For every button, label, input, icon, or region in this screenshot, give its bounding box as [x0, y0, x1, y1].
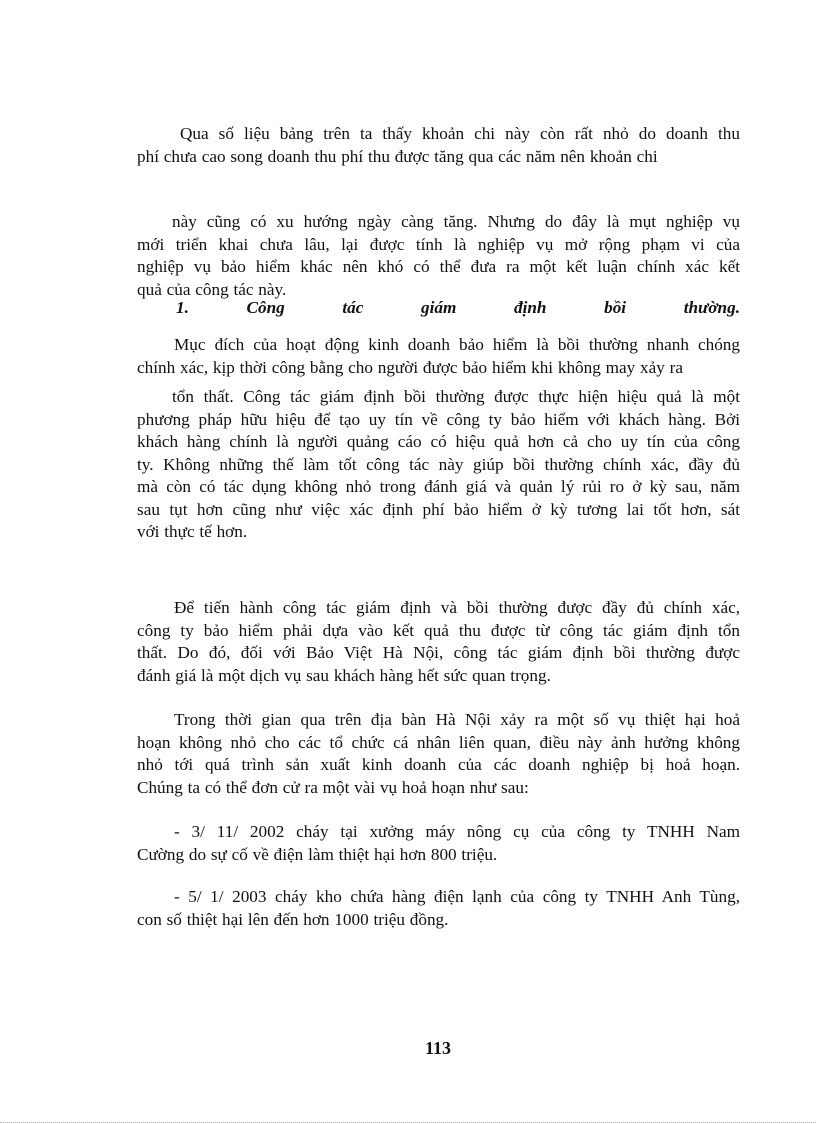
- paragraph-7-line-2: Cường do sự cố về điện làm thiệt hại hơn 800 triệu.: [137, 844, 498, 864]
- paragraph-5-line-2: công ty bảo hiểm phải dựa vào kết quả thu được từ công tác giám định tổn: [137, 620, 740, 640]
- paragraph-3: [137, 334, 740, 379]
- paragraph-8-line-1: - 5/ 1/ 2003 cháy kho chứa hàng điện lạnh của công ty TNHH Anh Tùng,: [174, 887, 740, 906]
- section-heading: 1. Công tác giám định bồi thường.: [176, 298, 740, 317]
- paragraph-6-line-2: hoạn không nhỏ cho các tổ chức cá nhân liên quan, điều này ảnh hưởng không: [137, 732, 740, 752]
- paragraph-4-line-1: tổn thất. Công tác giám định bồi thường được thực hiện hiệu quả là một: [172, 387, 740, 406]
- paragraph-2: [172, 211, 740, 234]
- paragraph-4-line-4: ty. Không những thế làm tốt công tác này giúp bồi thường chính xác, đầy đủ: [137, 454, 740, 474]
- paragraph-2-line-2: mới triển khai chưa lâu, lại được tính là nghiệp vụ mở rộng phạm vi của: [137, 234, 740, 254]
- paragraph-8: [137, 886, 740, 931]
- paragraph-4-line-6: sau tụt hơn cũng như việc xác định phí bảo hiểm ở kỳ tương lai tốt hơn, sát: [137, 499, 740, 519]
- paragraph-3-line-1: Mục đích của hoạt động kinh doanh bảo hiểm là bồi thường nhanh chóng: [174, 335, 740, 354]
- paragraph-6: [137, 709, 740, 799]
- paragraph-4-line-2: phương pháp hữu hiệu để tạo uy tín về công ty bảo hiểm với khách hàng. Bởi: [137, 409, 740, 429]
- paragraph-3-line-2: chính xác, kịp thời công bằng cho người được bảo hiểm khi không may xảy ra: [137, 357, 683, 377]
- paragraph-4-line-7: với thực tế hơn.: [137, 522, 248, 541]
- paragraph-2-line-4: quả của công tác này.: [137, 279, 287, 299]
- paragraph-7-line-1: - 3/ 11/ 2002 cháy tại xưởng máy nông cụ của công ty TNHH Nam: [174, 822, 740, 841]
- paragraph-2-line-3: nghiệp vụ bảo hiểm khác nên khó có thể đưa ra một kết luận chính xác kết: [137, 257, 740, 276]
- paragraph-4: [137, 409, 740, 544]
- paragraph-6-line-3: nhỏ tới quá trình sản xuất kinh doanh của các doanh nghiệp bị hoả hoạn.: [137, 755, 740, 774]
- paragraph-5-line-4: đánh giá là một dịch vụ sau khách hàng hết sức quan trọng.: [137, 665, 551, 685]
- paragraph-6-line-1: Trong thời gian qua trên địa bàn Hà Nội xảy ra một số vụ thiệt hại hoả: [174, 710, 740, 729]
- paragraph-4-line-5: mà còn có tác dụng không nhỏ trong đánh giá và quản lý rủi ro ở kỳ sau, năm: [137, 477, 740, 496]
- paragraph-8-line-2: con số thiệt hại lên đến hơn 1000 triệu đồng.: [137, 909, 449, 929]
- paragraph-4-line-3: khách hàng chính là người quảng cáo có hiệu quả hơn cả cho uy tín của công: [137, 432, 740, 451]
- paragraph-4-first: [172, 386, 740, 409]
- paragraph-5: [137, 597, 740, 687]
- paragraph-1: [137, 123, 740, 168]
- paragraph-5-line-3: thất. Do đó, đối với Bảo Việt Hà Nội, công tác giám định bồi thường được: [137, 643, 740, 662]
- paragraph-2-continued: [137, 234, 740, 302]
- paragraph-1-line-1: Qua số liệu bảng trên ta thấy khoản chi này còn rất nhỏ do doanh thu: [180, 124, 740, 143]
- page-number: 113: [424, 1038, 451, 1058]
- paragraph-1-line-2: phí chưa cao song doanh thu phí thu được tăng qua các năm nên khoản chi: [137, 146, 658, 166]
- paragraph-5-line-1: Để tiến hành công tác giám định và bồi thường được đầy đủ chính xác,: [174, 598, 740, 617]
- paragraph-2-line-1: này cũng có xu hướng ngày càng tăng. Nhưng do đây là mụt nghiệp vụ: [172, 212, 740, 231]
- paragraph-6-line-4: Chúng ta có thể đơn cử ra một vài vụ hoả hoạn như sau:: [137, 777, 529, 797]
- paragraph-7: [137, 821, 740, 866]
